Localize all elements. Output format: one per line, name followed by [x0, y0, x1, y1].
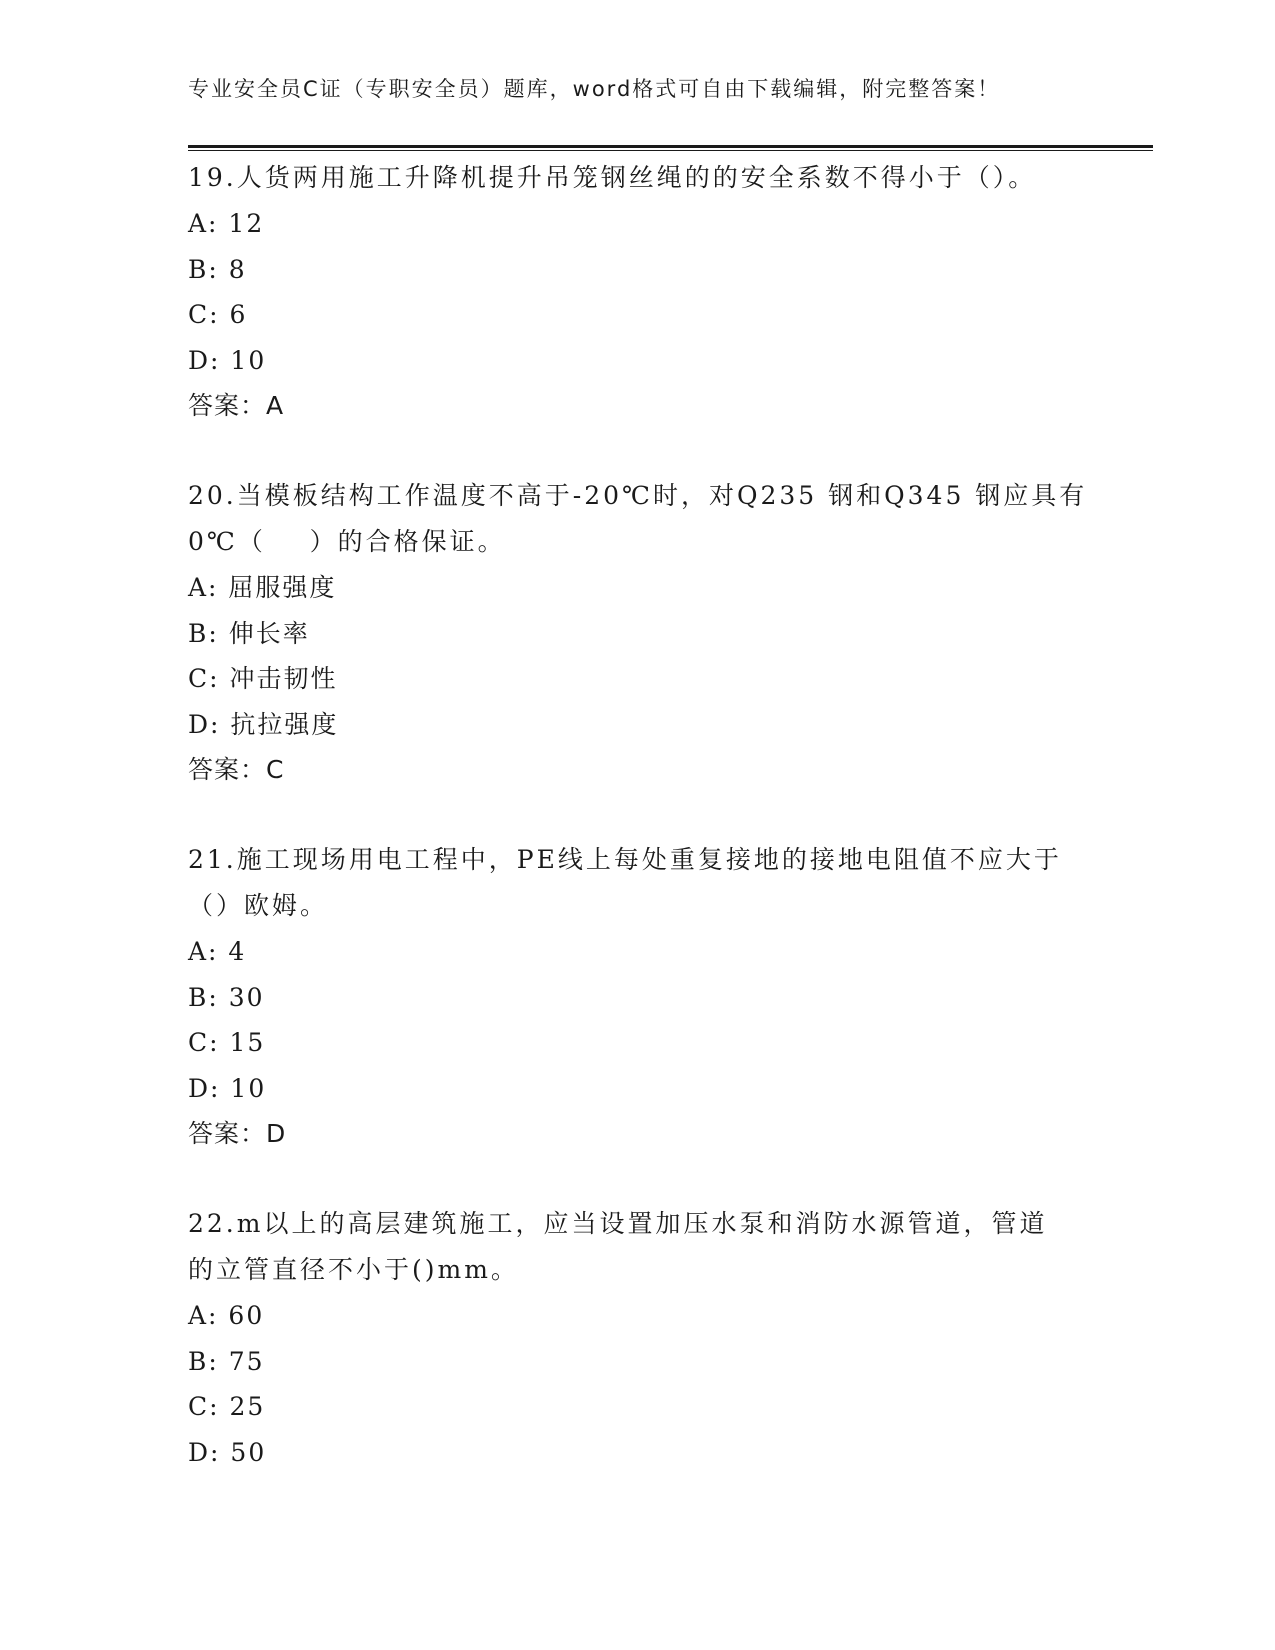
question-list: [188, 155, 1153, 1475]
option-c: C: 15: [188, 1028, 266, 1057]
question-gap: [188, 428, 1153, 473]
option-d: D: 抗拉强度: [188, 709, 339, 739]
header-rule-thin: [188, 150, 1153, 151]
option-b: B: 75: [188, 1346, 265, 1376]
question-19: [188, 155, 1153, 428]
option-c: C: 冲击韧性: [188, 664, 338, 693]
option-d: D: 10: [188, 1073, 267, 1103]
option-d: D: 10: [188, 345, 267, 375]
option-a: A: 60: [188, 1301, 265, 1330]
question-21: [188, 837, 1153, 1156]
option-c: C: 25: [188, 1392, 266, 1421]
option-b: B: 30: [188, 982, 265, 1012]
question-text-line-2: 的立管直径不小于()mm。: [188, 1255, 519, 1284]
question-20: [188, 473, 1153, 792]
answer-line: 答案：D: [188, 1119, 287, 1148]
option-d: D: 50: [188, 1437, 267, 1467]
page-header: 专业安全员C证（专职安全员）题库，word格式可自由下载编辑，附完整答案！: [188, 77, 1001, 101]
question-text-line-1: 20.当模板结构工作温度不高于-20℃时，对Q235 钢和Q345 钢应具有: [188, 481, 1088, 510]
question-gap: [188, 792, 1153, 837]
question-text-line-2: 0℃（ ）的合格保证。: [188, 527, 506, 556]
option-b: B: 8: [188, 254, 247, 284]
question-text: 19.人货两用施工升降机提升吊笼钢丝绳的的安全系数不得小于（）。: [188, 163, 1037, 192]
question-22: [188, 1201, 1153, 1475]
option-a: A: 4: [188, 937, 247, 966]
option-b: B: 伸长率: [188, 618, 310, 648]
option-c: C: 6: [188, 300, 248, 329]
question-text-line-1: 21.施工现场用电工程中，PE线上每处重复接地的接地电阻值不应大于: [188, 845, 1062, 874]
answer-line: 答案：C: [188, 755, 285, 784]
question-gap: [188, 1156, 1153, 1201]
header-rule-thick: [188, 145, 1153, 148]
answer-line: 答案：A: [188, 391, 285, 420]
option-a: A: 12: [188, 209, 265, 238]
option-a: A: 屈服强度: [188, 573, 337, 602]
question-text-line-2: （）欧姆。: [188, 891, 329, 920]
question-text-line-1: 22.m以上的高层建筑施工，应当设置加压水泵和消防水源管道，管道: [188, 1209, 1048, 1238]
